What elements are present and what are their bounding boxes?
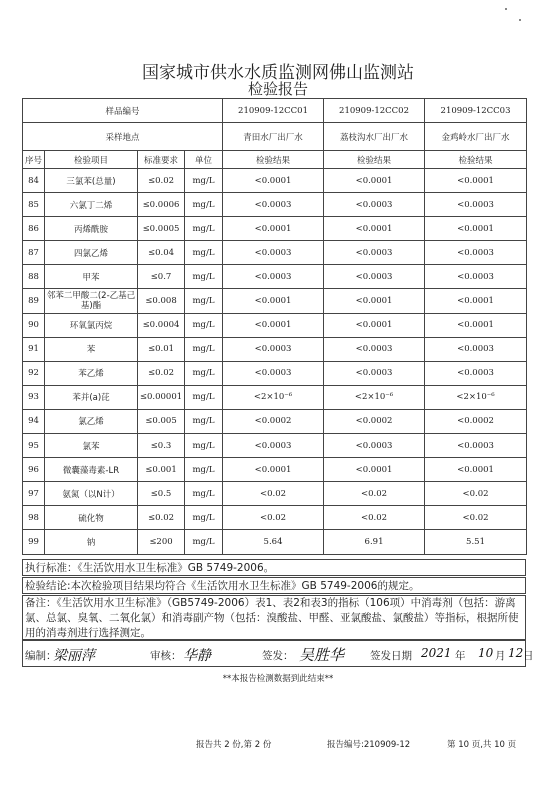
- row-result-1: <0.02: [223, 506, 324, 530]
- row-std: ≤0.02: [138, 169, 185, 193]
- row-result-2: <0.0003: [324, 361, 425, 385]
- row-no: 97: [23, 482, 45, 506]
- issue-date-label: 签发日期: [370, 650, 412, 662]
- row-result-3: <0.0003: [425, 265, 527, 289]
- row-result-2: <0.02: [324, 482, 425, 506]
- sampling-site-3: 金鸡岭水厂出厂水: [425, 123, 527, 151]
- row-unit: mg/L: [185, 241, 223, 265]
- year-label: 年: [455, 650, 466, 662]
- row-item: 氨氮（以N计）: [45, 482, 138, 506]
- table-row: [23, 217, 527, 241]
- sampling-site-1: 青田水厂出厂水: [223, 123, 324, 151]
- results-table: [22, 98, 527, 555]
- remark-block: 备注：《生活饮用水卫生标准》（GB5749-2006）表1、表2和表3的指标（106项）中消毒剂（包括：游离氯、总氯、臭氧、二氧化氯）和消毒副产物（包括：溴酸盐、甲醛、亚氯酸盐、氯酸盐）等指标，根据所使用的消毒剂进行选择测定。: [22, 595, 526, 640]
- sample-no-label: 样品编号: [23, 99, 223, 123]
- sampling-site-row: [23, 123, 527, 151]
- col-header-result-1: 检验结果: [223, 151, 324, 169]
- row-std: ≤0.5: [138, 482, 185, 506]
- row-unit: mg/L: [185, 313, 223, 337]
- compiler-label: 编制：: [25, 650, 57, 662]
- row-no: 89: [23, 289, 45, 313]
- row-result-2: <0.0003: [324, 193, 425, 217]
- row-unit: mg/L: [185, 217, 223, 241]
- row-item: 环氧氯丙烷: [45, 313, 138, 337]
- row-unit: mg/L: [185, 482, 223, 506]
- row-result-1: <0.0003: [223, 337, 324, 361]
- row-item: 丙烯酰胺: [45, 217, 138, 241]
- row-item: 三氯苯(总量): [45, 169, 138, 193]
- row-result-1: <0.0003: [223, 193, 324, 217]
- table-row: [23, 289, 527, 313]
- row-result-3: <0.0001: [425, 289, 527, 313]
- row-item: 微囊藻毒素-LR: [45, 458, 138, 482]
- row-no: 94: [23, 409, 45, 433]
- row-item: 钠: [45, 530, 138, 554]
- scan-speck: [505, 8, 507, 10]
- row-result-3: <0.0003: [425, 241, 527, 265]
- row-item: 六氯丁二烯: [45, 193, 138, 217]
- table-row: [23, 385, 527, 409]
- row-result-1: 5.64: [223, 530, 324, 554]
- row-result-3: <0.02: [425, 482, 527, 506]
- table-row: [23, 458, 527, 482]
- row-result-2: <0.0003: [324, 337, 425, 361]
- row-result-1: <0.02: [223, 482, 324, 506]
- table-row: [23, 313, 527, 337]
- table-row: [23, 482, 527, 506]
- report-subtitle: 检验报告: [247, 80, 308, 98]
- row-item: 苯并(a)芘: [45, 385, 138, 409]
- row-unit: mg/L: [185, 169, 223, 193]
- row-unit: mg/L: [185, 458, 223, 482]
- table-row: [23, 409, 527, 433]
- row-no: 87: [23, 241, 45, 265]
- row-unit: mg/L: [185, 434, 223, 458]
- issue-month: 10: [478, 646, 494, 660]
- end-note: **本报告检测数据到此结束**: [222, 674, 334, 684]
- row-no: 91: [23, 337, 45, 361]
- row-result-1: <0.0003: [223, 241, 324, 265]
- col-header-result-3: 检验结果: [425, 151, 527, 169]
- row-result-3: <0.0001: [425, 217, 527, 241]
- row-result-1: <0.0003: [223, 265, 324, 289]
- row-result-2: 6.91: [324, 530, 425, 554]
- row-result-1: <0.0003: [223, 434, 324, 458]
- conclusion-line: 检验结论:本次检验项目结果均符合《生活饮用水卫生标准》GB 5749-2006的规定。: [22, 577, 526, 594]
- row-std: ≤0.001: [138, 458, 185, 482]
- sampling-site-2: 荔枝沟水厂出厂水: [324, 123, 425, 151]
- row-result-2: <0.0001: [324, 217, 425, 241]
- row-result-2: <0.0003: [324, 434, 425, 458]
- row-std: ≤0.01: [138, 337, 185, 361]
- row-no: 85: [23, 193, 45, 217]
- table-row: [23, 265, 527, 289]
- results-body: [23, 169, 527, 555]
- row-no: 96: [23, 458, 45, 482]
- column-header-row: [23, 151, 527, 169]
- col-header-unit: 单位: [185, 151, 223, 169]
- row-no: 98: [23, 506, 45, 530]
- table-row: [23, 530, 527, 554]
- col-header-item: 检验项目: [45, 151, 138, 169]
- row-unit: mg/L: [185, 265, 223, 289]
- issuer-label: 签发：: [262, 650, 294, 662]
- issuer-signature: 吴胜华: [299, 646, 345, 664]
- row-std: ≤0.00001: [138, 385, 185, 409]
- row-no: 93: [23, 385, 45, 409]
- row-unit: mg/L: [185, 506, 223, 530]
- row-result-1: <0.0001: [223, 217, 324, 241]
- row-result-2: <0.0001: [324, 458, 425, 482]
- row-result-1: <0.0001: [223, 313, 324, 337]
- table-row: [23, 506, 527, 530]
- row-std: ≤0.008: [138, 289, 185, 313]
- table-row: [23, 337, 527, 361]
- col-header-result-2: 检验结果: [324, 151, 425, 169]
- row-no: 86: [23, 217, 45, 241]
- row-result-2: <0.0003: [324, 265, 425, 289]
- table-row: [23, 193, 527, 217]
- row-unit: mg/L: [185, 409, 223, 433]
- row-unit: mg/L: [185, 361, 223, 385]
- row-result-3: 5.51: [425, 530, 527, 554]
- row-unit: mg/L: [185, 530, 223, 554]
- row-unit: mg/L: [185, 385, 223, 409]
- row-std: ≤0.02: [138, 361, 185, 385]
- table-row: [23, 241, 527, 265]
- month-label: 月: [495, 650, 506, 662]
- row-std: ≤0.005: [138, 409, 185, 433]
- row-no: 92: [23, 361, 45, 385]
- sample-code-3: 210909-12CC03: [425, 99, 527, 123]
- issue-day: 12: [508, 646, 524, 660]
- row-result-3: <0.0002: [425, 409, 527, 433]
- row-std: ≤0.0005: [138, 217, 185, 241]
- row-item: 苯: [45, 337, 138, 361]
- report-title: 国家城市供水水质监测网佛山监测站: [142, 63, 414, 83]
- row-item: 邻苯二甲酸二(2-乙基己基)酯: [45, 289, 138, 313]
- table-row: [23, 169, 527, 193]
- reviewer-signature: 华静: [183, 648, 211, 664]
- row-result-3: <0.0003: [425, 434, 527, 458]
- row-result-1: <2×10⁻⁶: [223, 385, 324, 409]
- row-no: 90: [23, 313, 45, 337]
- row-result-1: <0.0001: [223, 289, 324, 313]
- row-std: ≤200: [138, 530, 185, 554]
- row-result-1: <0.0002: [223, 409, 324, 433]
- row-item: 四氯乙烯: [45, 241, 138, 265]
- issue-year: 2021: [421, 646, 452, 660]
- row-result-1: <0.0001: [223, 169, 324, 193]
- footer-page: 第 10 页,共 10 页: [447, 740, 517, 750]
- reviewer-label: 审核：: [150, 650, 182, 662]
- footer-copies: 报告共 2 份,第 2 份: [196, 740, 272, 750]
- row-result-2: <0.0003: [324, 241, 425, 265]
- row-std: ≤0.0004: [138, 313, 185, 337]
- sampling-site-label: 采样地点: [23, 123, 223, 151]
- row-std: ≤0.02: [138, 506, 185, 530]
- row-std: ≤0.7: [138, 265, 185, 289]
- row-result-3: <0.02: [425, 506, 527, 530]
- row-result-2: <0.0001: [324, 169, 425, 193]
- row-no: 84: [23, 169, 45, 193]
- row-result-1: <0.0001: [223, 458, 324, 482]
- signature-row: [22, 640, 534, 667]
- sample-code-2: 210909-12CC02: [324, 99, 425, 123]
- row-result-3: <0.0001: [425, 313, 527, 337]
- row-result-3: <0.0003: [425, 337, 527, 361]
- sample-code-row: [23, 99, 527, 123]
- day-label: 日: [523, 650, 534, 662]
- compiler-signature: 梁丽萍: [53, 648, 95, 664]
- row-no: 95: [23, 434, 45, 458]
- row-item: 甲苯: [45, 265, 138, 289]
- row-result-2: <0.0002: [324, 409, 425, 433]
- footer-report-no: 报告编号:210909-12: [327, 740, 411, 750]
- row-item: 氯苯: [45, 434, 138, 458]
- col-header-no: 序号: [23, 151, 45, 169]
- row-unit: mg/L: [185, 289, 223, 313]
- row-result-2: <0.02: [324, 506, 425, 530]
- row-unit: mg/L: [185, 337, 223, 361]
- row-result-2: <0.0001: [324, 313, 425, 337]
- row-std: ≤0.3: [138, 434, 185, 458]
- row-result-3: <0.0003: [425, 193, 527, 217]
- row-result-1: <0.0003: [223, 361, 324, 385]
- row-result-3: <0.0001: [425, 458, 527, 482]
- row-item: 硫化物: [45, 506, 138, 530]
- scan-speck: [519, 19, 521, 21]
- table-row: [23, 434, 527, 458]
- sample-code-1: 210909-12CC01: [223, 99, 324, 123]
- row-no: 99: [23, 530, 45, 554]
- row-result-3: <0.0003: [425, 361, 527, 385]
- row-result-2: <2×10⁻⁶: [324, 385, 425, 409]
- row-item: 氯乙烯: [45, 409, 138, 433]
- row-unit: mg/L: [185, 193, 223, 217]
- row-std: ≤0.0006: [138, 193, 185, 217]
- table-row: [23, 361, 527, 385]
- standard-line: 执行标准：《生活饮用水卫生标准》GB 5749-2006。: [22, 559, 526, 576]
- row-result-3: <2×10⁻⁶: [425, 385, 527, 409]
- row-result-3: <0.0001: [425, 169, 527, 193]
- row-std: ≤0.04: [138, 241, 185, 265]
- col-header-std: 标准要求: [138, 151, 185, 169]
- row-no: 88: [23, 265, 45, 289]
- row-item: 苯乙烯: [45, 361, 138, 385]
- row-result-2: <0.0001: [324, 289, 425, 313]
